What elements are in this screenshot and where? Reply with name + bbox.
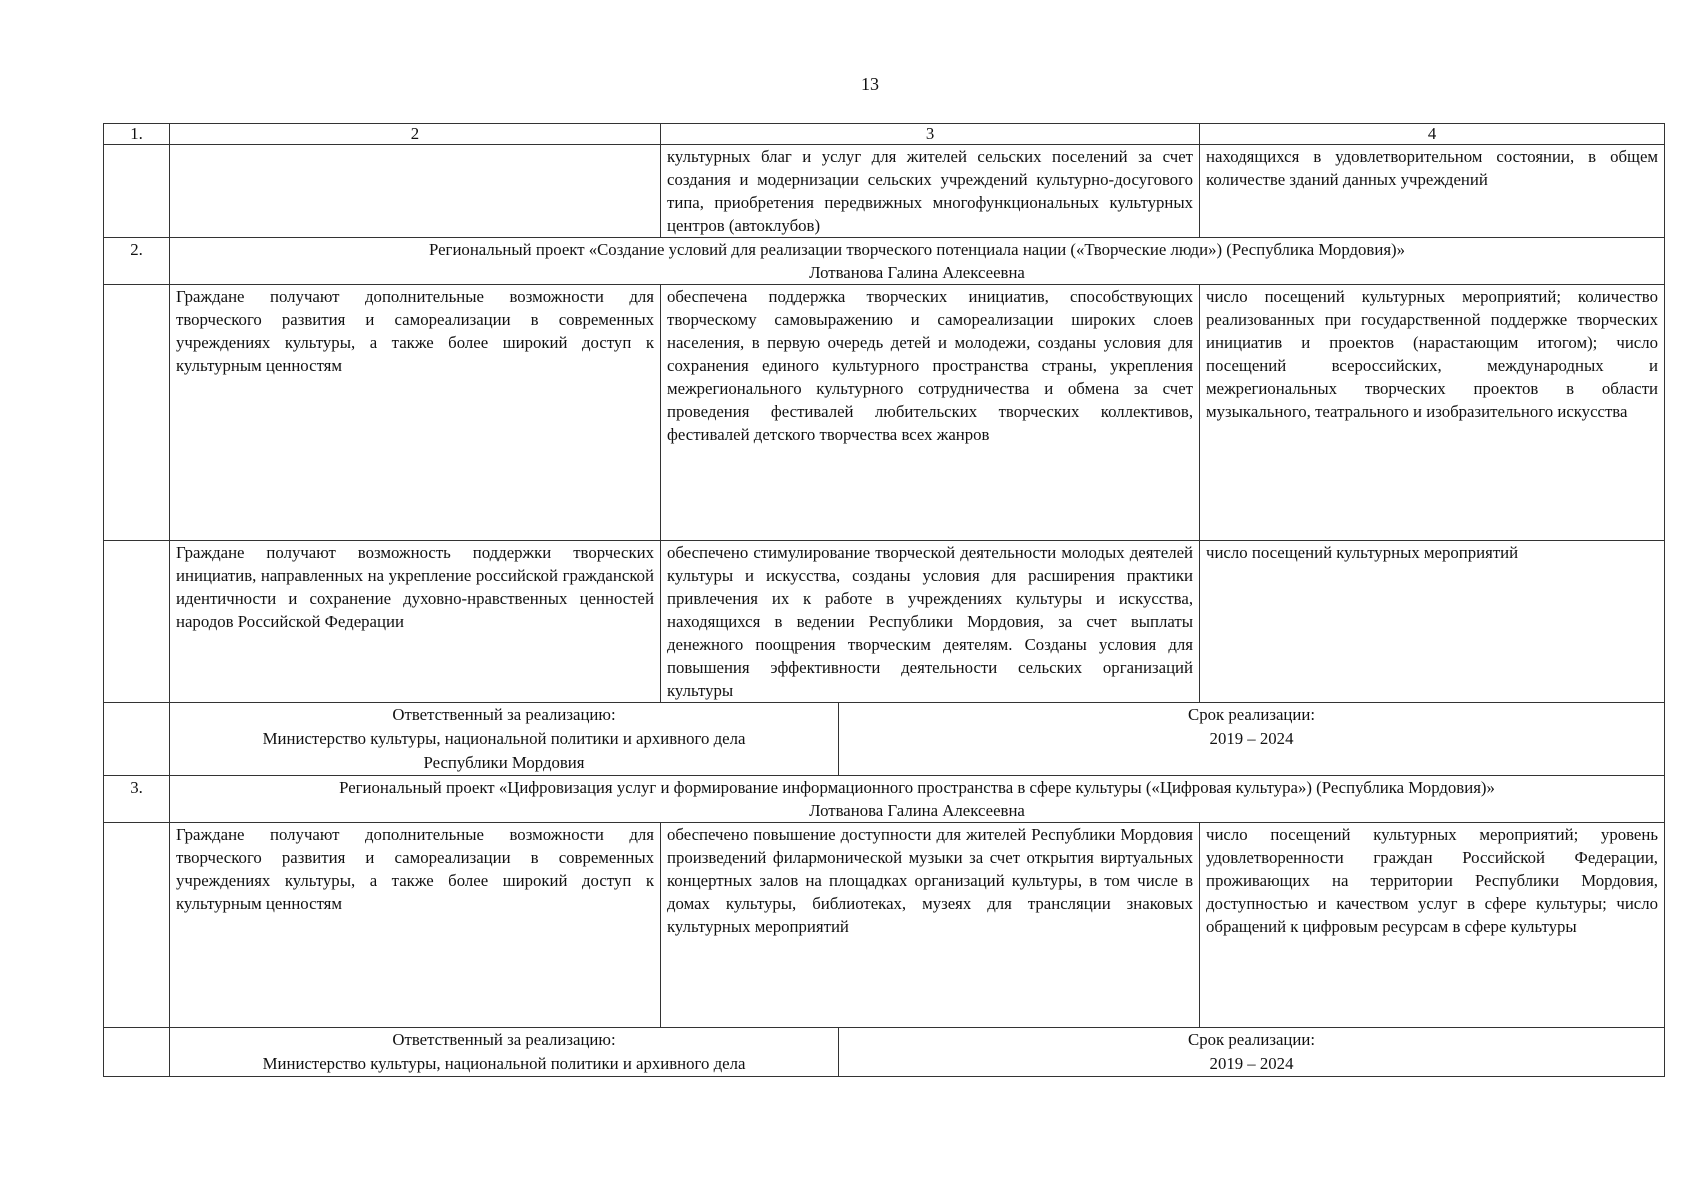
project-title: Региональный проект «Создание условий для реализации творческого потенциала нации («Творческие люди») (Республика Мордовия)» [429, 240, 1406, 259]
table-header-row [104, 124, 1665, 145]
header-col-1: 1. [104, 124, 170, 145]
project-title: Региональный проект «Цифровизация услуг и формирование информационного пространства в сфере культуры («Цифровая культура») (Республика Мордовия)» [339, 778, 1495, 797]
project-number: 2. [104, 238, 170, 285]
cell-indicator: число посещений культурных мероприятий [1200, 541, 1665, 703]
responsible-row [104, 1028, 1665, 1077]
term-label: Срок реализации: [1188, 705, 1315, 724]
page-number: 13 [861, 74, 879, 94]
responsible-cell [170, 703, 839, 776]
cell-characteristic: обеспечена поддержка творческих инициатив, способствующих творческому самовыражению и самореализации широких слоев населения, в первую очередь детей и молодежи, созданы условия для сохранения единого культурного пространства страны, укрепления межрегионального культурного сотрудничества и обмена за счет проведения фестивалей любительских творческих коллективов, фестивалей детского творчества всех жанров [661, 285, 1200, 541]
cell-num [104, 285, 170, 541]
responsible-label: Ответственный за реализацию: [392, 1030, 616, 1049]
cell-indicator: число посещений культурных мероприятий; количество реализованных при государственной поддержке творческих инициатив и проектов (нарастающим итогом); число посещений всероссийских, международных и межрегиональных творческих проектов в области музыкального, театрального и изобразительного искусства [1200, 285, 1665, 541]
table-row [104, 145, 1665, 238]
project-header-row [104, 238, 1665, 285]
cell-characteristic: культурных благ и услуг для жителей сельских поселений за счет создания и модернизации сельских учреждений культурно-досугового типа, приобретения передвижных многофункциональных культурных центров (автоклубов) [661, 145, 1200, 238]
cell-characteristic: обеспечено повышение доступности для жителей Республики Мордовия произведений филармонической музыки за счет открытия виртуальных концертных залов на площадках организаций культуры, в том числе в домах культуры, библиотеках, музеях для трансляции знаковых культурных мероприятий [661, 823, 1200, 1028]
header-col-3: 3 [661, 124, 1200, 145]
project-number: 3. [104, 776, 170, 823]
cell-characteristic: обеспечено стимулирование творческой деятельности молодых деятелей культуры и искусства, созданы условия для расширения практики привлечения их к работе в учреждениях культуры и искусства, находящихся в ведении Республики Мордовия, за счет выплаты денежного поощрения творческим деятелям. Созданы условия для повышения эффективности деятельности сельских организаций культуры [661, 541, 1200, 703]
cell-result: Граждане получают дополнительные возможности для творческого развития и самореализации в современных учреждениях культуры, а также более широкий доступ к культурным ценностям [170, 285, 661, 541]
term-cell [839, 1028, 1665, 1077]
table-row [104, 541, 1665, 703]
responsible-label: Ответственный за реализацию: [392, 705, 616, 724]
cell-num [104, 1028, 170, 1077]
cell-num [104, 823, 170, 1028]
table-row [104, 823, 1665, 1028]
cell-num [104, 703, 170, 776]
project-person: Лотванова Галина Алексеевна [809, 801, 1025, 820]
responsible-org: Министерство культуры, национальной политики и архивного дела [262, 729, 746, 748]
project-title-cell [170, 776, 1665, 823]
cell-num [104, 145, 170, 238]
responsible-org: Министерство культуры, национальной политики и архивного дела [262, 1054, 746, 1073]
term-cell [839, 703, 1665, 776]
cell-indicator: находящихся в удовлетворительном состоянии, в общем количестве зданий данных учреждений [1200, 145, 1665, 238]
term-value: 2019 – 2024 [1209, 729, 1294, 748]
cell-result [170, 145, 661, 238]
cell-num [104, 541, 170, 703]
term-label: Срок реализации: [1188, 1030, 1315, 1049]
cell-indicator: число посещений культурных мероприятий; уровень удовлетворенности граждан Российской Федерации, проживающих на территории Республики Мордовия, доступностью и качеством услуг в сфере культуры; число обращений к цифровым ресурсам в сфере культуры [1200, 823, 1665, 1028]
responsible-cell [170, 1028, 839, 1077]
cell-result: Граждане получают возможность поддержки творческих инициатив, направленных на укрепление российской гражданской идентичности и сохранение духовно-нравственных ценностей народов Российской Федерации [170, 541, 661, 703]
project-header-row [104, 776, 1665, 823]
header-col-2: 2 [170, 124, 661, 145]
responsible-org-region: Республики Мордовия [423, 753, 585, 772]
responsible-row [104, 703, 1665, 776]
project-person: Лотванова Галина Алексеевна [809, 263, 1025, 282]
measures-table [103, 123, 1665, 1077]
project-title-cell [170, 238, 1665, 285]
header-col-4: 4 [1200, 124, 1665, 145]
cell-result: Граждане получают дополнительные возможности для творческого развития и самореализации в современных учреждениях культуры, а также более широкий доступ к культурным ценностям [170, 823, 661, 1028]
term-value: 2019 – 2024 [1209, 1054, 1294, 1073]
table-row [104, 285, 1665, 541]
